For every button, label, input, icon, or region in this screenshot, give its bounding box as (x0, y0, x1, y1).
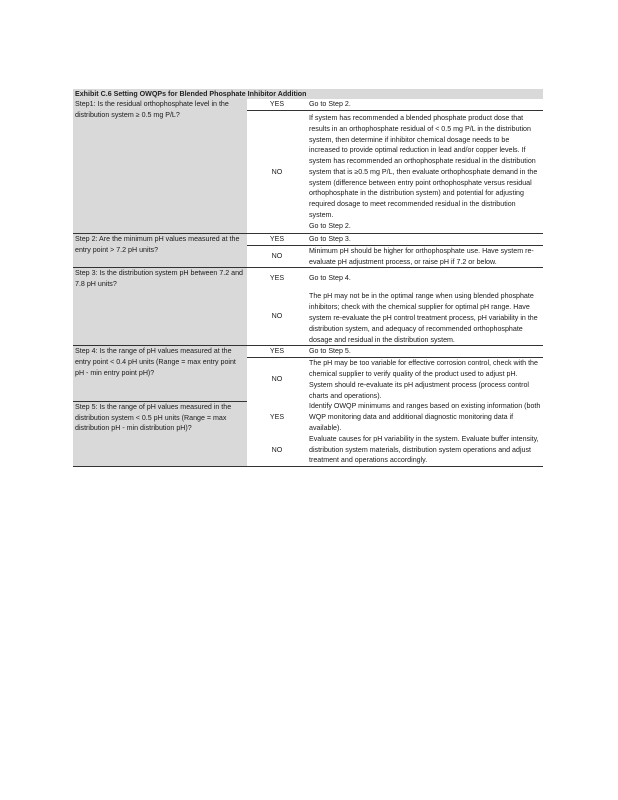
step5-yes-row (73, 401, 543, 433)
step2-yes-response: Go to Step 3. (307, 234, 543, 246)
step4-yes-response: Go to Step 5. (307, 346, 543, 358)
step2-yes-row (73, 234, 543, 246)
step1-no-response (307, 110, 543, 233)
step3-no-label: NO (247, 288, 307, 345)
step2-no-label: NO (247, 245, 307, 268)
step1-no-response-goto: Go to Step 2. (309, 221, 351, 230)
exhibit-title-row (73, 89, 543, 99)
step1-yes-response: Go to Step 2. (307, 99, 543, 110)
step5-yes-response: Identify OWQP minimums and ranges based on existing information (both WQP monitoring data and additional diagnostic monitoring data if available). (307, 401, 543, 433)
step4-yes-label: YES (247, 346, 307, 358)
step1-yes-row (73, 99, 543, 110)
step2-yes-label: YES (247, 234, 307, 246)
step1-no-label: NO (247, 110, 307, 233)
step3-yes-label: YES (269, 273, 285, 282)
step2-no-response: Minimum pH should be higher for orthophosphate use. Have system re-evaluate pH adjustment process, or raise pH if 7.2 or below. (307, 245, 543, 268)
step1-no-response-text: If system has recommended a blended phosphate product dose that results in an orthophosphate residual of < 0.5 mg P/L in the distribution system, then determine if inhibitor chemical dosage needs to be increased to provide optimal reduction in lead and/or copper levels. If system has recommended an orthophosphate residual in the distribution system that is ≥0.5 mg P/L, then evaluate orthophosphate demand in the system (difference between entry point orthophosphate versus residual orthophosphate in the distribution system) and potential for adjusting required dosage to meet recommended residual in the distribution system. (309, 113, 538, 220)
step4-no-label: NO (271, 375, 283, 384)
step4-yes-row (73, 346, 543, 358)
step1-question: Step1: Is the residual orthophosphate level in the distribution system ≥ 0.5 mg P/L? (73, 99, 247, 234)
step3-no-response: The pH may not be in the optimal range when using blended phosphate inhibitors; check with the chemical supplier for optimal pH range. Have system re-evaluate the pH control treatment process, pH variability in the distribution system, and adequacy of recommended orthophosphate dosage and residual in the distribution system. (307, 288, 543, 345)
step3-yes-response: Go to Step 4. (307, 268, 543, 289)
owqp-exhibit-table (73, 89, 543, 467)
step4-question: Step 4: Is the range of pH values measured at the entry point < 0.4 pH units (Range = max entry point pH - min entry point pH)? (73, 346, 247, 401)
step5-no-response: Evaluate causes for pH variability in the system. Evaluate buffer intensity, distribution system materials, distribution system operations and adjust treatment and operations accordingly. (307, 434, 543, 467)
step3-yes-row (73, 268, 543, 289)
step5-yes-label: YES (269, 413, 285, 422)
step3-question: Step 3: Is the distribution system pH between 7.2 and 7.8 pH units? (73, 268, 247, 346)
step2-question: Step 2: Are the minimum pH values measured at the entry point > 7.2 pH units? (73, 234, 247, 268)
step4-no-response: The pH may be too variable for effective corrosion control, check with the chemical supplier to verify quality of the product used to adjust pH. System should re-evaluate its pH adjustment process (process control charts and operations). (307, 358, 543, 402)
exhibit-title: Exhibit C.6 Setting OWQPs for Blended Phosphate Inhibitor Addition (73, 89, 543, 99)
step1-yes-label: YES (247, 99, 307, 110)
step5-no-label: NO (247, 434, 307, 467)
step5-question: Step 5: Is the range of pH values measured in the distribution system < 0.5 pH units (Range = max distribution pH - min distribution pH)? (73, 401, 247, 466)
